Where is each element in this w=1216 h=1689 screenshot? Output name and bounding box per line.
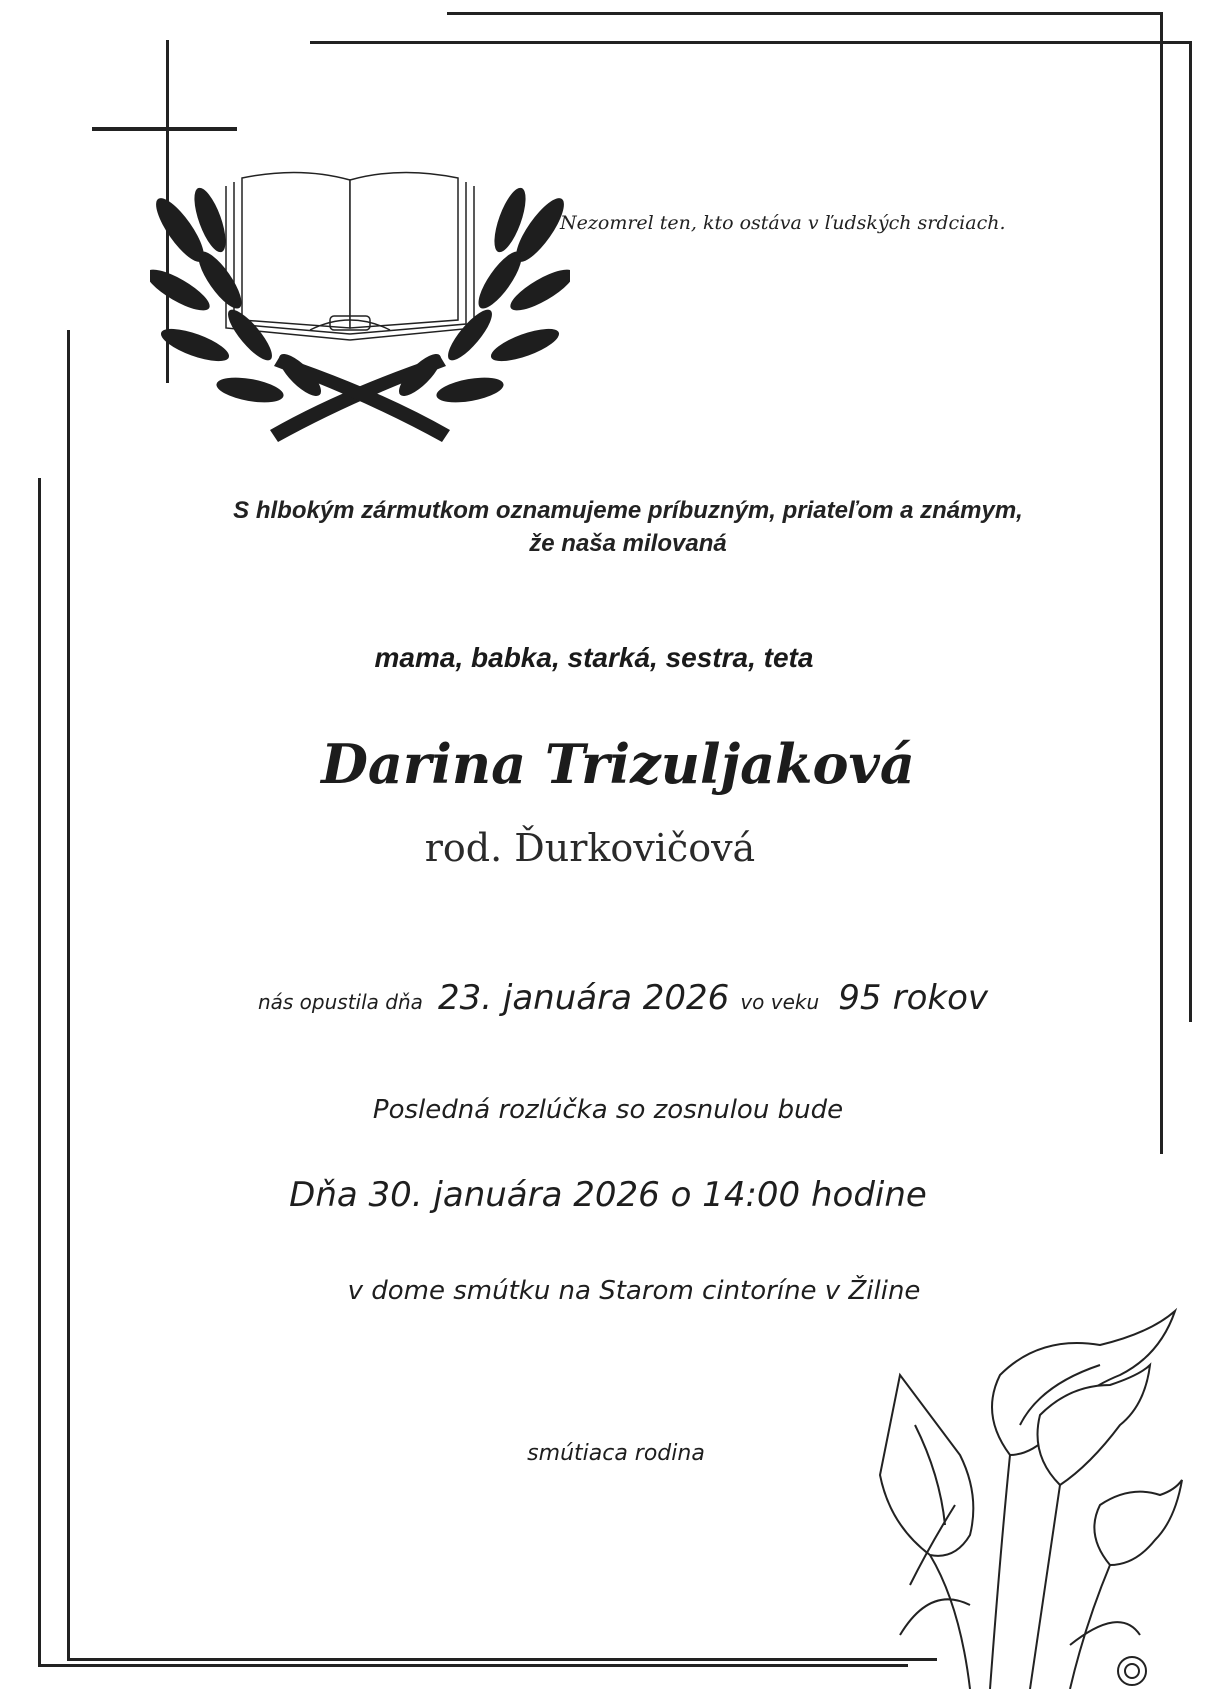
deceased-name: Darina Trizuljaková: [321, 732, 915, 796]
frame-top-inner: [310, 41, 1192, 44]
announcement-line-2: že naša milovaná: [529, 530, 727, 557]
frame-top-outer: [447, 12, 1162, 15]
book-wreath-emblem: [150, 160, 570, 450]
open-book-icon: [226, 172, 474, 340]
age-value: 95: [838, 978, 882, 1018]
maiden-name: rod. Ďurkovičová: [424, 826, 756, 870]
funeral-place: v dome smútku na Starom cintoríne v Žiline: [347, 1276, 921, 1306]
funeral-intro: Posledná rozlúčka so zosnulou bude: [372, 1095, 844, 1125]
frame-bottom-inner: [67, 1658, 937, 1661]
relations: mama, babka, starká, sestra, teta: [374, 642, 814, 673]
calla-lily-icon: [870, 1305, 1190, 1689]
frame-bottom-outer: [38, 1664, 908, 1667]
age-prefix: vo veku: [740, 990, 820, 1014]
death-prefix: nás opustila dňa: [257, 990, 423, 1014]
signature: smútiaca rodina: [527, 1441, 705, 1466]
age-unit: rokov: [892, 978, 989, 1018]
death-date: 23. januára 2026: [438, 978, 730, 1018]
funeral-datetime: Dňa 30. januára 2026 o 14:00 hodine: [289, 1175, 927, 1215]
motto: Nezomrel ten, kto ostáva v ľudských srdciach.: [560, 212, 1006, 234]
death-line: [15, 978, 1216, 1018]
announcement-line-1: S hlbokým zármutkom oznamujeme príbuzným, priateľom a známym,: [233, 497, 1023, 524]
